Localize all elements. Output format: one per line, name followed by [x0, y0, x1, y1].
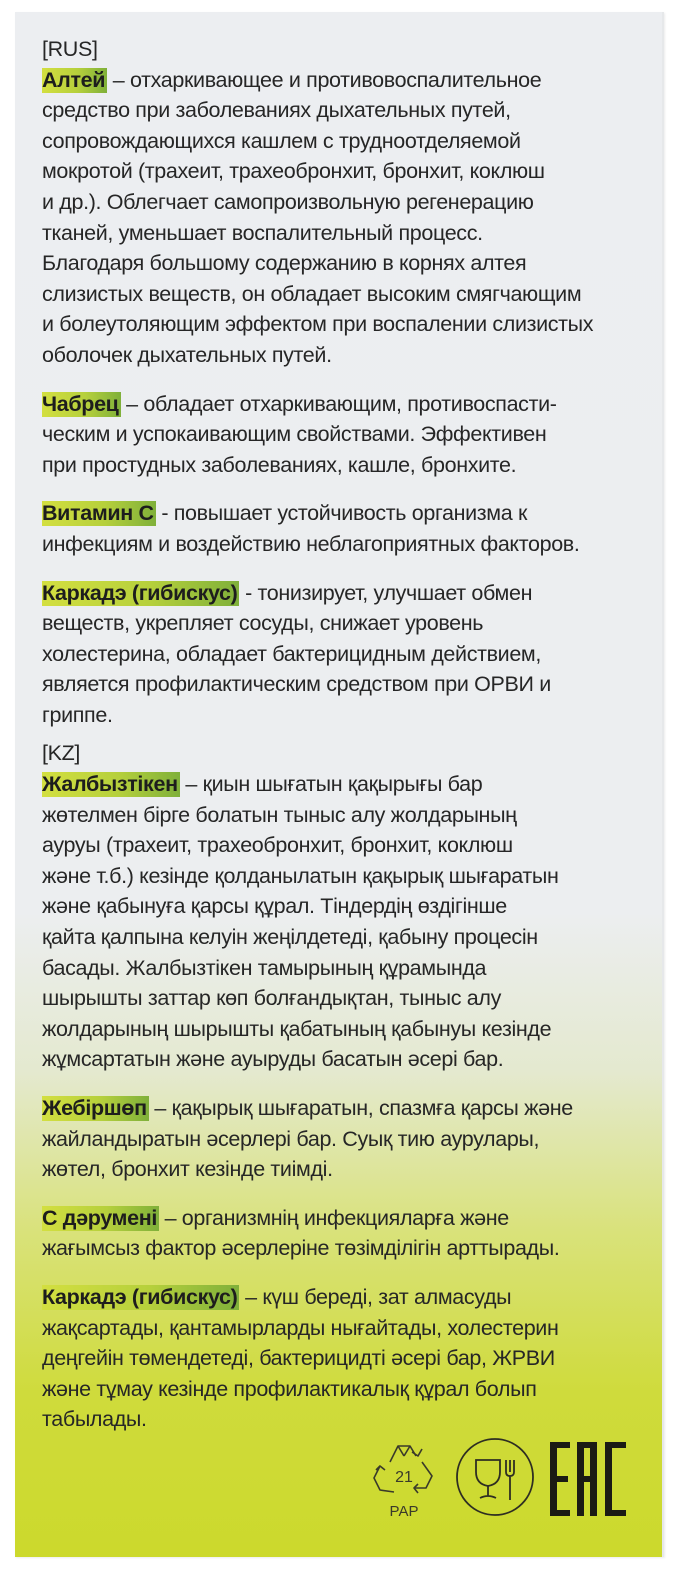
food-safe-glass-fork-icon — [454, 1436, 536, 1518]
entry-chabrets: Чабрец – обладает отхаркивающим, противоспасти- ческим и успокаивающим свойствами. Эффективен при простудных заболеваниях, кашле, бронхите. — [42, 391, 557, 477]
entry-zhebirshop: Жебіршөп – қақырық шығаратын, спазмға қарсы және жайландыратын әсерлері бар. Суық тию аурулары, жөтел, бронхит кезінде тиімді. — [42, 1096, 573, 1182]
term-highlight: Витамин С — [42, 501, 154, 526]
entry-karkade-rus: Каркадэ (гибискус) - тонизирует, улучшает обмен веществ, укрепляет сосуды, снижает уровень холестерина, обладает бактерицидным действием, является профилактическим средством при ОРВИ и гриппе. — [42, 580, 551, 727]
entry-vitamin-c: Витамин С - повышает устойчивость организма к инфекциям и воздействию неблагоприятных факторов. — [42, 501, 580, 556]
certification-icons — [362, 1430, 652, 1520]
term-highlight: Чабрец — [42, 391, 119, 416]
entry-zhalbyztiken: Жалбызтікен – қиын шығатын қақырығы бар жөтелмен бірге болатын тыныс алу жолдарының ауруы (трахеит, трахеобронхит, бронхит, коклюш және т.б.) кезінде қолданылатын қақырық шығаратын және қабынуға қарсы құрал. Тіндердің өздігінше қайта қалпына келуін жеңілдетеді, қабыну процесін басады. Жалбызтікен тамырының құрамында шырышты заттар көп болғандықтан, тыныс алу жолдарының шырышты қабатының қабынуы кезінде жұмсартатын және ауыруды басатын әсері бар. — [42, 772, 559, 1072]
svg-text:21: 21 — [395, 1469, 413, 1486]
term-highlight: Жебіршөп — [42, 1096, 147, 1120]
eac-mark-icon — [550, 1442, 626, 1516]
entry-altei: Алтей – отхаркивающее и противовоспалительное средство при заболеваниях дыхательных путей, сопровождающихся кашлем с трудноотделяемой мокротой (трахеит, трахеобронхит, бронхит, коклюш и др.). Облегчает самопроизвольную регенерацию тканей, уменьшает воспалительный процесс. Благодаря большому содержанию в корнях алтея слизистых веществ, он обладает высоким смягчающим и болеутоляющим эффектом при воспалении слизистых оболочек дыхательных путей. — [42, 67, 594, 367]
term-highlight: Каркадэ (гибискус) — [42, 580, 238, 605]
term-highlight: С дәрумені — [42, 1205, 157, 1230]
entry-karkade-kz: Каркадэ (гибискус) – күш береді, зат алмасуды жақсартады, қантамырларды нығайтады, холестерин деңгейін төмендетеді, бактерицидті әсері бар, ЖРВИ және тұмау кезінде профилактикалық құрал болып табылады. — [42, 1284, 559, 1432]
term-highlight: Каркадэ (гибискус) — [42, 1284, 238, 1309]
term-highlight: Жалбызтікен — [42, 772, 178, 797]
recycle-paper-icon — [364, 1432, 444, 1520]
lang-label-rus: [RUS] — [42, 37, 98, 61]
term-highlight: Алтей — [42, 67, 106, 92]
svg-text:PAP: PAP — [389, 1503, 419, 1520]
lang-label-kz: [KZ] — [42, 741, 81, 766]
entry-c-darumeni: С дәрумені – организмнің инфекцияларға және жағымсыз фактор әсерлеріне төзімділігін арттырады. — [42, 1205, 560, 1261]
ingredient-description — [42, 34, 647, 1435]
